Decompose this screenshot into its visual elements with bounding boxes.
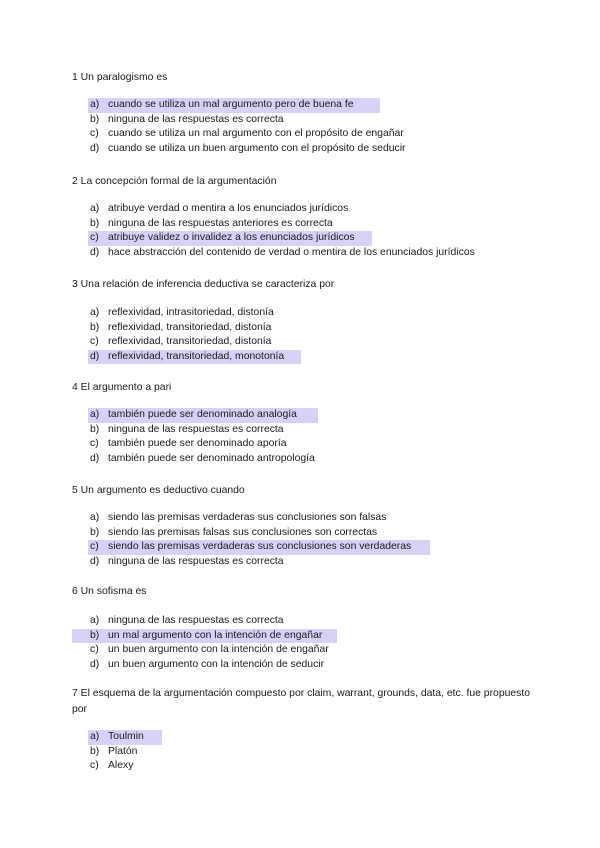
option-text: Platón	[108, 745, 138, 757]
option-letter: d)	[90, 658, 100, 670]
option-text: atribuye validez o invalidez a los enunciados jurídicos	[108, 232, 355, 244]
option-text: un buen argumento con la intención de engañar	[108, 644, 329, 656]
option-text: ninguna de las respuestas es correcta	[108, 615, 284, 626]
answer-option[interactable]	[90, 335, 301, 350]
option-text: ninguna de las respuestas es correcta	[108, 113, 284, 125]
answer-option[interactable]	[90, 217, 475, 232]
option-letter: c)	[90, 541, 99, 553]
answer-option[interactable]	[90, 526, 430, 541]
option-letter: b)	[90, 526, 100, 538]
answer-option[interactable]	[90, 452, 318, 467]
option-text: hace abstracción del contenido de verdad o mentira de los enunciados jurídicos	[108, 246, 475, 258]
answer-options	[90, 98, 405, 156]
option-text: también puede ser denominado analogía	[108, 409, 297, 420]
option-text: cuando se utiliza un buen argumento con el propósito de seducir	[108, 142, 406, 154]
option-letter: c)	[90, 644, 99, 656]
option-letter: a)	[90, 99, 100, 110]
answer-option-selected[interactable]	[88, 231, 372, 246]
answer-option[interactable]	[90, 614, 337, 629]
option-letter: a)	[90, 615, 100, 626]
answer-option-selected[interactable]	[88, 350, 301, 365]
option-text: cuando se utiliza un mal argumento con el propósito de engañar	[108, 128, 404, 140]
option-letter: b)	[90, 629, 100, 641]
answer-option[interactable]	[90, 745, 162, 760]
answer-option[interactable]	[90, 202, 475, 217]
question-title: 7 El esquema de la argumentación compuesto por claim, warrant, grounds, data, etc. fue propuesto por	[72, 688, 531, 715]
option-text: también puede ser denominado antropología	[108, 452, 315, 464]
question-3	[72, 277, 542, 362]
answer-options	[90, 306, 301, 364]
option-letter: b)	[90, 745, 100, 757]
question-title: 4 El argumento a pari	[72, 382, 172, 393]
option-letter: d)	[90, 246, 100, 258]
question-title: 1 Un paralogismo es	[72, 72, 168, 83]
option-letter: c)	[90, 336, 99, 348]
option-letter: c)	[90, 438, 99, 450]
question-6	[72, 584, 542, 670]
answer-options	[90, 202, 475, 260]
option-letter: c)	[90, 760, 99, 772]
question-title: 6 Un sofisma es	[72, 586, 147, 597]
option-text: ninguna de las respuestas anteriores es correcta	[108, 217, 333, 229]
option-letter: b)	[90, 321, 100, 333]
answer-option[interactable]	[90, 511, 430, 526]
answer-option[interactable]	[90, 321, 301, 336]
option-text: reflexividad, transitoriedad, distonía	[108, 321, 272, 333]
answer-option[interactable]	[90, 423, 318, 438]
option-text: Toulmin	[108, 731, 144, 742]
option-text: un mal argumento con la intención de engañar	[108, 629, 323, 641]
answer-options	[90, 408, 318, 466]
option-letter: a)	[90, 203, 100, 214]
answer-option[interactable]	[90, 306, 301, 321]
answer-options	[90, 511, 430, 569]
option-text: también puede ser denominado aporía	[108, 438, 287, 450]
option-text: siendo las premisas verdaderas sus conclusiones son verdaderas	[108, 541, 412, 553]
option-letter: d)	[90, 555, 100, 567]
question-5	[72, 483, 542, 567]
question-1	[72, 70, 542, 154]
answer-option-selected[interactable]	[88, 408, 318, 423]
option-letter: b)	[90, 113, 100, 125]
option-letter: c)	[90, 232, 99, 244]
question-4	[72, 380, 542, 464]
option-text: reflexividad, transitoriedad, monotonía	[108, 350, 285, 362]
option-letter: d)	[90, 452, 100, 464]
option-text: ninguna de las respuestas es correcta	[108, 555, 284, 567]
option-letter: b)	[90, 217, 100, 229]
option-text: atribuye verdad o mentira a los enunciados jurídicos	[108, 203, 349, 214]
option-text: siendo las premisas falsas sus conclusiones son correctas	[108, 526, 378, 538]
option-text: siendo las premisas verdaderas sus conclusiones son falsas	[108, 512, 387, 523]
option-letter: a)	[90, 512, 100, 523]
question-2	[72, 174, 542, 258]
option-text: cuando se utiliza un mal argumento pero de buena fe	[108, 99, 354, 110]
answer-option-selected[interactable]	[88, 98, 380, 113]
answer-option[interactable]	[90, 643, 337, 658]
question-title: 3 Una relación de inferencia deductiva se caracteriza por	[72, 279, 335, 290]
option-letter: a)	[90, 409, 100, 420]
answer-option[interactable]	[90, 759, 162, 774]
question-title: 5 Un argumento es deductivo cuando	[72, 485, 245, 496]
option-letter: d)	[90, 350, 100, 362]
answer-option-selected[interactable]	[72, 629, 337, 644]
option-letter: d)	[90, 142, 100, 154]
answer-option[interactable]	[90, 127, 405, 142]
answer-options	[90, 730, 162, 774]
question-7	[72, 686, 542, 772]
option-letter: a)	[90, 731, 100, 742]
answer-option[interactable]	[90, 113, 405, 128]
option-text: un buen argumento con la intención de seducir	[108, 658, 325, 670]
option-letter: c)	[90, 128, 99, 140]
option-text: Alexy	[108, 760, 134, 772]
option-text: reflexividad, transitoriedad, distonía	[108, 336, 272, 348]
option-letter: a)	[90, 307, 100, 318]
answer-option-selected[interactable]	[88, 540, 430, 555]
answer-options	[90, 614, 337, 672]
answer-option[interactable]	[90, 142, 405, 157]
answer-option-selected[interactable]	[88, 730, 162, 745]
answer-option[interactable]	[90, 555, 430, 570]
answer-option[interactable]	[90, 437, 318, 452]
option-text: ninguna de las respuestas es correcta	[108, 423, 284, 435]
answer-option[interactable]	[90, 658, 337, 673]
answer-option[interactable]	[90, 246, 475, 261]
option-text: reflexividad, intrasitoriedad, distonía	[108, 307, 274, 318]
question-title: 2 La concepción formal de la argumentación	[72, 176, 277, 187]
option-letter: b)	[90, 423, 100, 435]
